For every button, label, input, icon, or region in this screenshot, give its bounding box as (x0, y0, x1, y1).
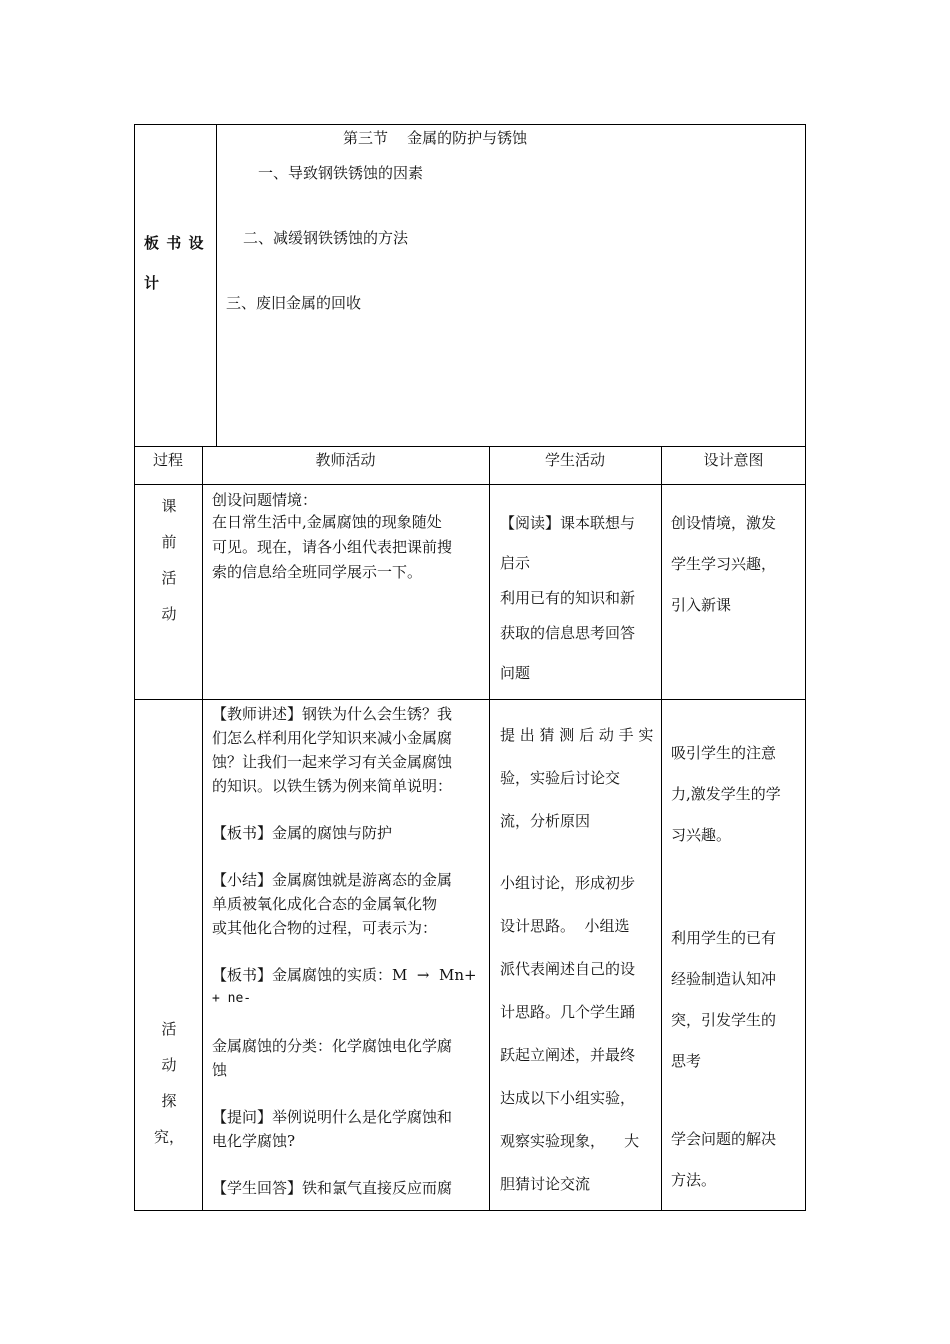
text-line: 吸引学生的注意 (671, 744, 777, 762)
header-process: 过程 (152, 451, 183, 469)
text-line: 观察实验现象， 大 (500, 1132, 640, 1150)
text-line: 派代表阐述自己的设 (500, 960, 636, 978)
intent-para-3 (671, 1119, 805, 1201)
text-line: 【提问】举例说明什么是化学腐蚀和 (212, 1108, 453, 1126)
board-divider (216, 124, 217, 447)
stage-char: 活 (161, 1020, 177, 1038)
stage-char: 动 (161, 1056, 177, 1074)
text-line: 【阅读】课本联想与 (500, 514, 636, 532)
student-para-1 (500, 714, 658, 843)
text-line: 学生学习兴趣， (671, 555, 777, 573)
row1-stage (154, 488, 184, 632)
student-para-2 (500, 862, 658, 1206)
board-design-box (134, 124, 806, 447)
col-divider-3 (661, 446, 662, 1211)
stage-char: 动 (161, 605, 177, 623)
text-line: 经验制造认知冲 (671, 970, 777, 988)
text-line: 们怎么样利用化学知识来减小金属腐 (212, 729, 453, 747)
text-line: 的知识。以铁生锈为例来简单说明： (212, 777, 453, 795)
text-line: 创设情境，激发 (671, 514, 777, 532)
text-line: 获取的信息思考回答 (500, 624, 636, 642)
text-line: 创设问题情境： (212, 491, 318, 509)
row1-bottom (134, 699, 806, 700)
text-line: 【板书】金属腐蚀的实质：M → Mn+ (212, 966, 477, 984)
text-line: 蚀？让我们一起来学习有关金属腐蚀 (212, 753, 453, 771)
col-divider-2 (489, 446, 490, 1211)
teacher-para-6 (212, 1105, 488, 1153)
stage-char: 究， (154, 1128, 185, 1146)
row2-stage (154, 1011, 184, 1155)
board-item-2: 二、减缓钢铁锈蚀的方法 (243, 229, 409, 247)
board-item-1: 一、导致钢铁锈蚀的因素 (258, 164, 424, 182)
text-line: 达成以下小组实验， (500, 1089, 636, 1107)
text-line: 思考 (671, 1052, 702, 1070)
text-line: 学会问题的解决 (671, 1130, 777, 1148)
col-divider-1 (202, 446, 203, 1211)
teacher-para-3 (212, 868, 488, 940)
row2-design-intent (671, 733, 805, 1201)
text-line: 利用已有的知识和新 (500, 589, 636, 607)
board-title: 第三节 金属的防护与锈蚀 (343, 129, 528, 147)
teacher-para-4 (212, 963, 488, 1011)
stage-char: 前 (161, 533, 177, 551)
stage-char: 探 (161, 1092, 177, 1110)
text-line: 问题 (500, 664, 531, 682)
text-line: 单质被氧化成化合态的金属氧化物 (212, 895, 438, 913)
text-line: 或其他化合物的过程，可表示为： (212, 919, 438, 937)
text-line: 胆猜讨论交流 (500, 1175, 591, 1193)
text-line: 蚀 (212, 1061, 228, 1079)
text-line: 设计思路。 小组选 (500, 917, 630, 935)
stage-char: 课 (161, 497, 177, 515)
text-line: 金属腐蚀的分类：化学腐蚀电化学腐 (212, 1037, 453, 1055)
teacher-para-2: 【板书】金属的腐蚀与防护 (212, 824, 393, 842)
text-line: 启示 (500, 554, 531, 572)
text-line: 突，引发学生的 (671, 1011, 777, 1029)
text-line: 跃起立阐述，并最终 (500, 1046, 636, 1064)
intent-para-2 (671, 918, 805, 1082)
text-line: 电化学腐蚀? (212, 1132, 296, 1150)
text-line: 验，实验后讨论交 (500, 769, 621, 787)
board-item-3: 三、废旧金属的回收 (226, 294, 362, 312)
text-line: + ne- (212, 991, 252, 1006)
header-intent: 设计意图 (703, 451, 764, 469)
text-line: 提 出 猜 测 后 动 手 实 (500, 726, 654, 744)
text-line: 力,激发学生的学 (671, 785, 781, 803)
row1-design-intent (671, 503, 805, 626)
text-line: 小组讨论，形成初步 (500, 874, 636, 892)
text-line: 可见。现在，请各小组代表把课前搜 (212, 538, 453, 556)
header-teacher: 教师活动 (315, 451, 376, 469)
teacher-para-1 (212, 702, 488, 798)
text-line: 【教师讲述】钢铁为什么会生锈？我 (212, 705, 453, 723)
text-line: 引入新课 (671, 596, 732, 614)
intent-para-1 (671, 733, 805, 856)
row1-student-activity (500, 503, 660, 693)
header-student: 学生活动 (544, 451, 605, 469)
text-line: 计思路。几个学生踊 (500, 1003, 636, 1021)
text-line: 方法。 (671, 1171, 717, 1189)
text-line: 流，分析原因 (500, 812, 591, 830)
text-line: 习兴趣。 (671, 826, 732, 844)
text-line: 索的信息给全班同学展示一下。 (212, 563, 423, 581)
teacher-para-5 (212, 1034, 488, 1082)
row2-student-activity (500, 714, 658, 1206)
text-line: 利用学生的已有 (671, 929, 777, 947)
board-label-1: 板 书 设 (144, 234, 205, 252)
stage-char: 活 (161, 569, 177, 587)
teacher-para-7: 【学生回答】铁和氯气直接反应而腐 (212, 1179, 453, 1197)
text-line: 【小结】金属腐蚀就是游离态的金属 (212, 871, 453, 889)
row2-teacher-activity (212, 702, 488, 1200)
board-label-2: 计 (144, 274, 160, 292)
header-row-bottom (134, 484, 806, 485)
row1-teacher-activity (212, 489, 487, 583)
text-line: 在日常生活中,金属腐蚀的现象随处 (212, 513, 442, 531)
